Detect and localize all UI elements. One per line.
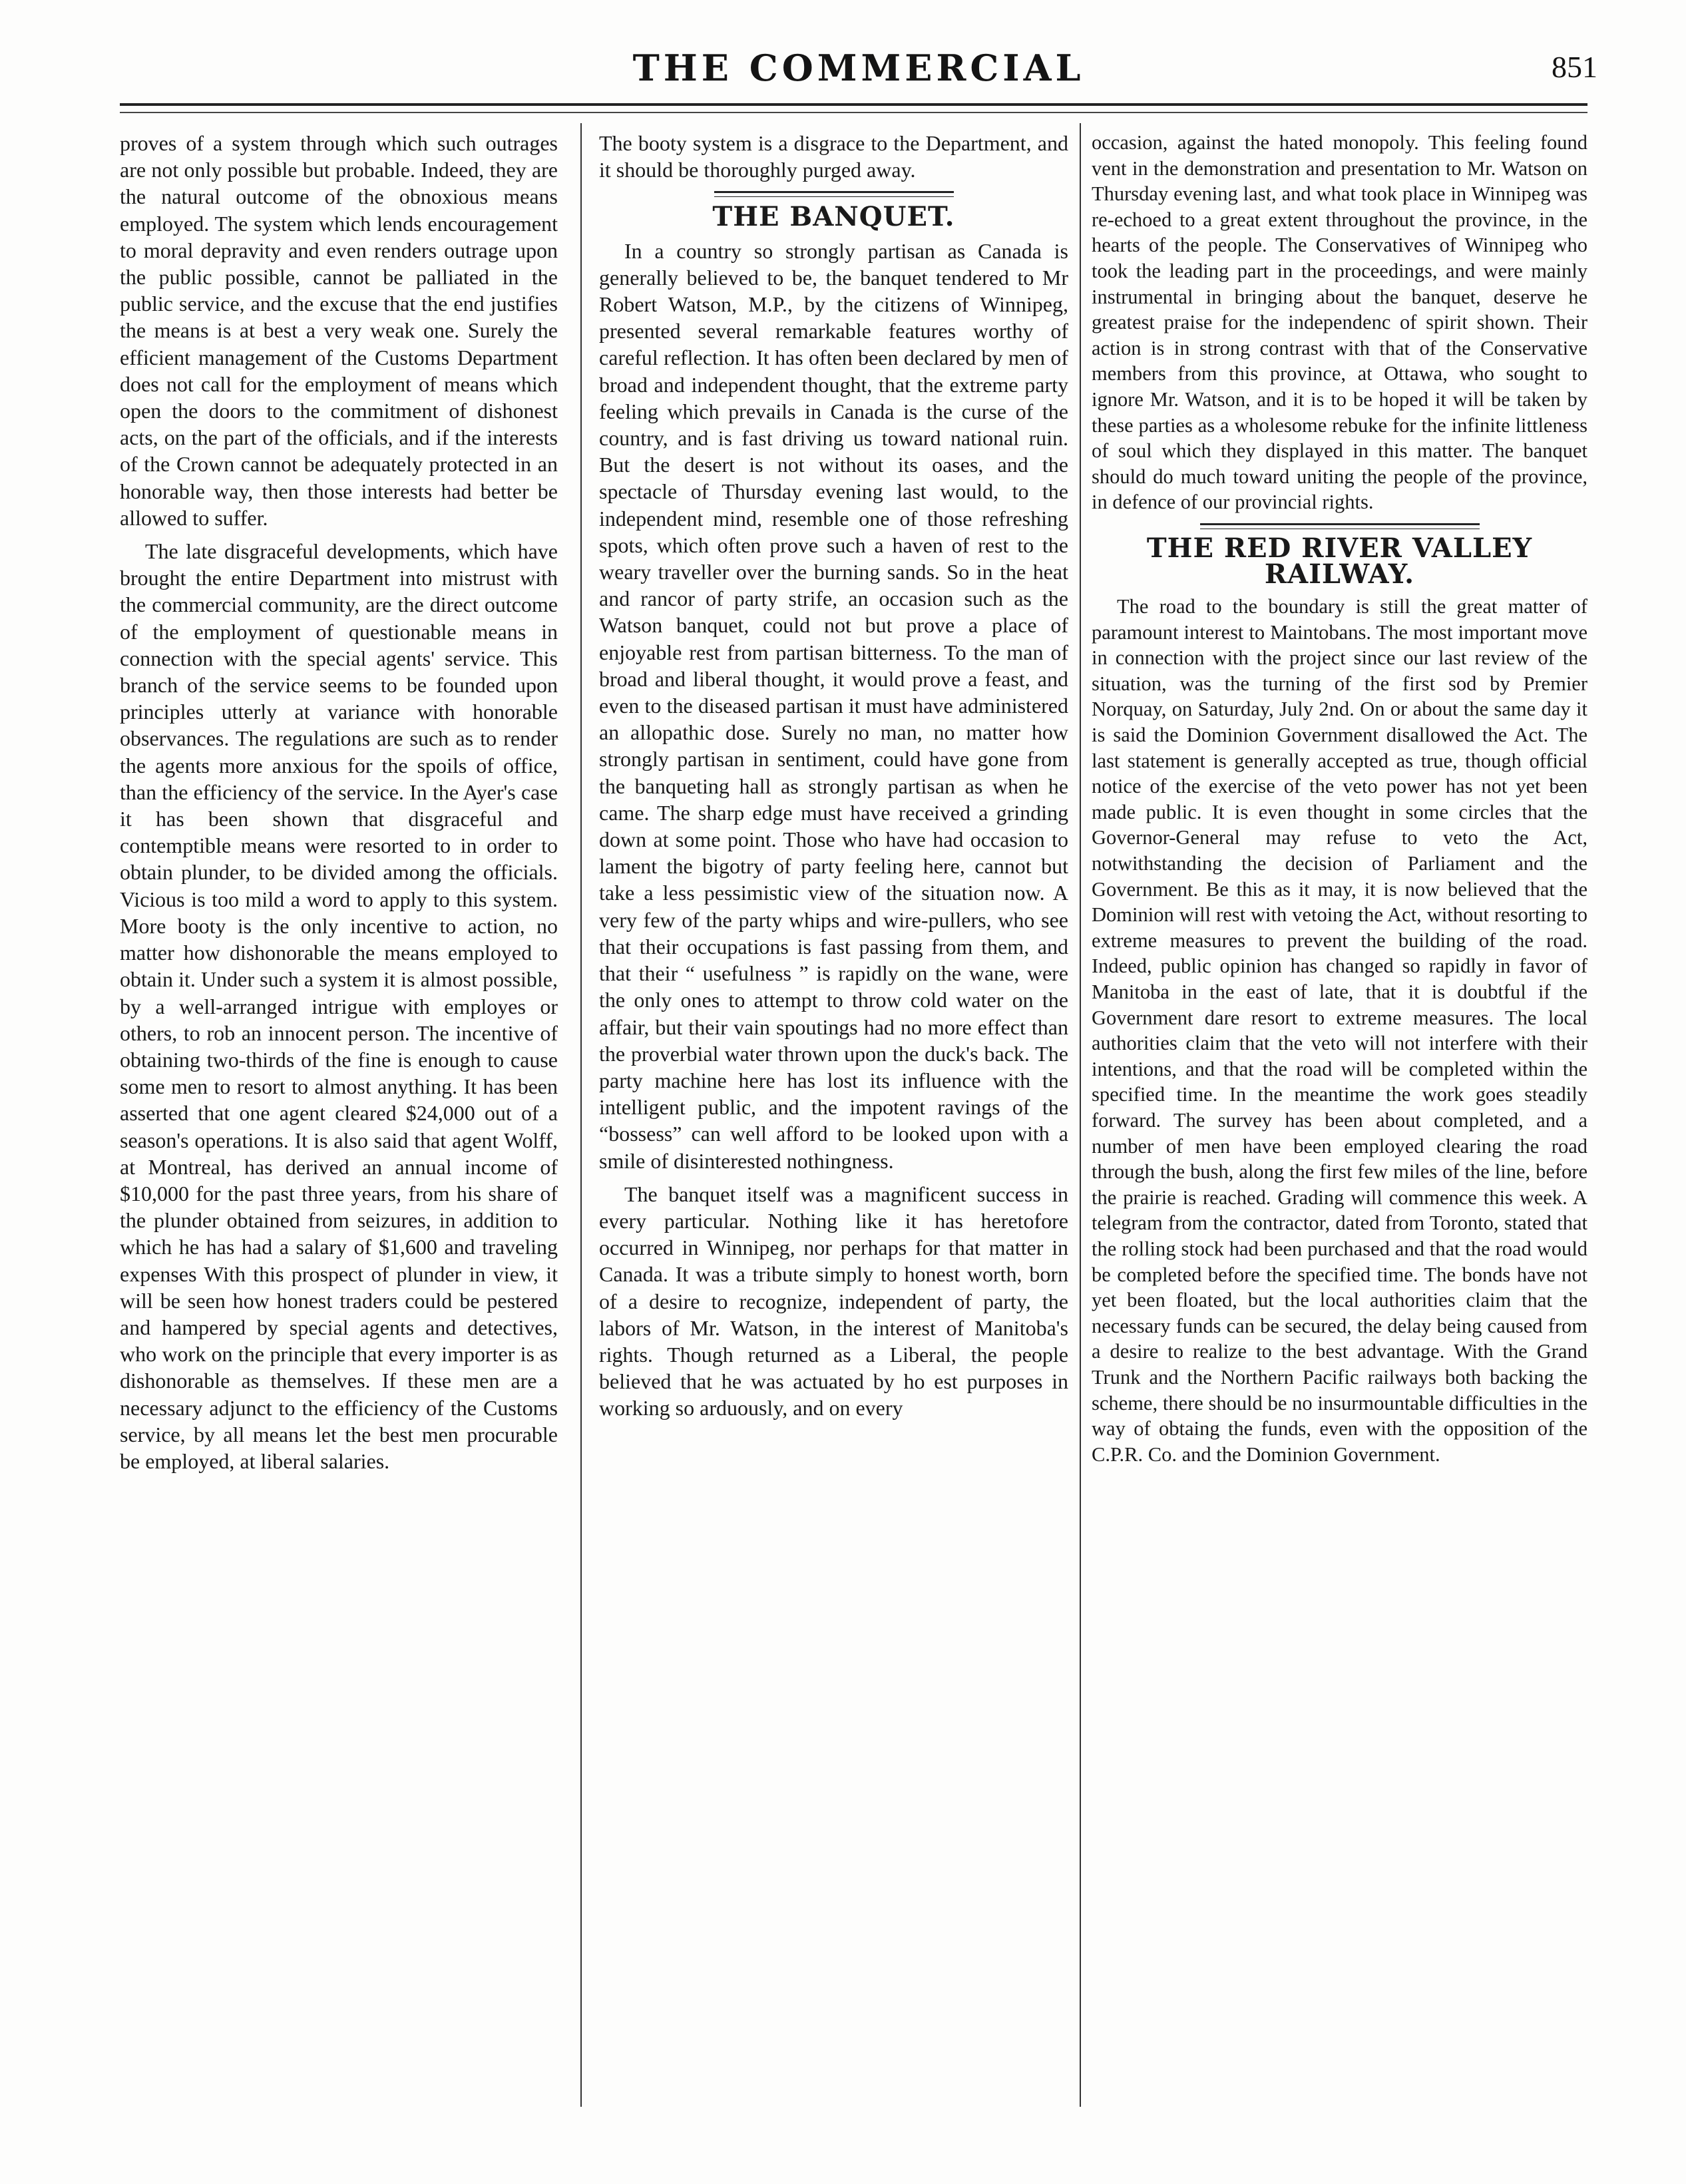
paragraph: The road to the boundary is still the great matter of paramount interest to Maintobans. The most important move in connection with the project since our last review of the situation, was the turning of the first sod by Premier Norquay, on Saturday, July 2nd. On or about the same day it is said the Dominion Government disallowed the Act. The last statement is generally accepted as true, though official notice of the exercise of the veto power has not yet been made public. It is even thought in some circles that the Governor-General may refuse to veto the Act, notwithstanding the decision of Parliament and the Government. Be this as it may, it is now believed that the Dominion will rest with vetoing the Act, without resorting to extreme measures to prevent the building of the road. Indeed, public opinion has changed so rapidly in favor of Manitoba in the east of late, that it is doubtful if the Government dare resort to extreme measures. The local authorities claim that the veto will not interfere with their intentions, and that the road will be completed within the specified time. In the meantime the work goes steadily forward. The survey has been about completed, and a number of men have been employed clearing the road through the bush, along the first few miles of the line, before the prairie is reached. Grading will commence this week. A telegram from the contractor, dated from Toronto, stated that the rolling stock had been purchased and that the road would be completed before the specified time. The bonds have not yet been floated, but the local authorities claim that the necessary funds can be secured, the delay being caused from a desire to realize to the best advantage. With the Grand Trunk and the Northern Pacific railways both backing the scheme, there should be no insurmountable difficulties in the way of obtaing the funds, even with the opposition of the C.P.R. Co. and the Dominion Government.	[1092, 595, 1587, 1466]
header-rule	[120, 103, 1587, 106]
page-number: 851	[1552, 50, 1597, 84]
masthead	[120, 47, 1597, 100]
column-middle	[599, 130, 1068, 2140]
article-heading-railway: THE RED RIVER VALLEY RAILWAY.	[1146, 532, 1533, 590]
column-divider-right	[1080, 123, 1081, 2107]
paragraph: proves of a system through which such outrages are not only possible but probable. Indeed, they are the natural outcome of the obnoxious means employed. The system which lends encouragement to moral depravity and even renders outrage upon the public possible, cannot be palliated in the public service, and the excuse that the end justifies the means is at best a very weak one. Surely the efficient management of the Customs Department does not call for the employment of means which open the doors to the commitment of dishonest acts, on the part of the officials, and if the interests of the Crown cannot be adequately protected in an honorable way, then those interests had better be allowed to suffer.	[120, 131, 558, 530]
section-separator	[714, 191, 954, 197]
paragraph: occasion, against the hated monopoly. This feeling found vent in the demonstration and presentation to Mr. Watson on Thursday evening last, and what took place in Winnipeg was re-echoed to a great extent throughout the province, in the hearts of the people. The Conservatives of Winnipeg who took the leading part in the proceedings, and were mainly instrumental in bringing about the banquet, deserve he greatest praise for the independenc of spirit shown. Their action is in strong contrast with that of the Conservative members from this province, at Ottawa, who sought to ignore Mr. Watson, and it is to be hoped it will be taken by these parties as a wholesome rebuke for the infinite littleness of soul which they displayed in this matter. The banquet should do much toward uniting the people of the province, in defence of our provincial rights.	[1092, 131, 1587, 514]
section-separator	[1200, 523, 1480, 529]
paragraph: The booty system is a disgrace to the Department, and it should be thoroughly purged away.	[599, 131, 1068, 182]
paragraph: The banquet itself was a magnificent success in every particular. Nothing like it has heretofore occurred in Winnipeg, nor perhaps for that matter in Canada. It was a tribute simply to honest worth, born of a desire to recognize, independent of party, the labors of Mr. Watson, in the interest of Manitoba's rights. Though returned as a Liberal, the people believed that he was actuated by ho est purposes in working so arduously, and on every	[599, 1182, 1068, 1420]
header-rule-thin	[120, 112, 1587, 113]
column-right	[1092, 130, 1587, 2140]
paragraph: The late disgraceful developments, which have brought the entire Department into mistrust with the commercial community, are the direct outcome of the employment of questionable means in connection with the special agents' service. This branch of the service seems to be founded upon principles utterly at variance with honorable observances. The regulations are such as to render the agents more anxious for the spoils of office, than the efficiency of the service. In the Ayer's case it has been shown that disgraceful and contemptible means were resorted to in order to obtain plunder, to be divided among the officials. Vicious is too mild a word to apply to this system. More booty is the only incentive to action, no matter how dishonorable the means employed to obtain it. Under such a system it is almost possible, by a well-arranged intrigue with employes or others, to rob an innocent person. The incentive of obtaining two-thirds of the fine is enough to cause some men to resort to almost anything. It has been asserted that one agent cleared $24,000 out of a season's operations. It is also said that agent Wolff, at Montreal, has derived an annual income of $10,000 for the past three years, from his share of the plunder obtained from seizures, in addition to which he has had a salary of $1,600 and traveling expenses With this prospect of plunder in view, it will be seen how honest traders could be pestered and hampered by special agents and detectives, who work on the principle that every importer is as dishonorable as themselves. If these men are a necessary adjunct to the efficiency of the Customs service, by all means let the best men procurable be employed, at liberal salaries.	[120, 539, 558, 1473]
masthead-title: THE COMMERCIAL	[632, 47, 1085, 89]
column-left	[120, 130, 558, 2140]
column-divider-left	[580, 123, 582, 2107]
article-heading-banquet: THE BANQUET.	[712, 201, 955, 233]
paragraph: In a country so strongly partisan as Canada is generally believed to be, the banquet tendered to Mr Robert Watson, M.P., by the citizens of Winnipeg, presented several remarkable features worthy of careful reflection. It has often been declared by men of broad and independent thought, that the extreme party feeling which prevails in Canada is the curse of the country, and is fast driving us toward national ruin. But the desert is not without its oases, and the spectacle of Thursday evening last would, to the independent mind, resemble one of those refreshing spots, which often prove such a haven of rest to the weary traveller over the burning sands. So in the heat and rancor of party strife, an occasion such as the Watson banquet, could not but prove a place of enjoyable rest from partisan bitterness. To the man of broad and liberal thought, it would prove a feast, and even to the diseased partisan it must have administered an allopathic dose. Surely no man, no matter how strongly partisan in sentiment, could have gone from the banqueting hall as strongly partisan as when he came. The sharp edge must have received a grinding down at some point. Those who have had occasion to lament the bigotry of party feeling here, cannot but take a less pessimistic view of the situation now. A very few of the party whips and wire-pullers, who see that their occupations is fast passing from them, and that their “ usefulness ” is rapidly on the wane, were the only ones to attempt to throw cold water on the affair, but their vain spoutings had no more effect than the proverbial water thrown upon the duck's back. The party machine here has lost its influence with the intelligent public, and the impotent ravings of the “bossess” can well afford to be looked upon with a smile of disinterested nothingness.	[599, 238, 1068, 1173]
